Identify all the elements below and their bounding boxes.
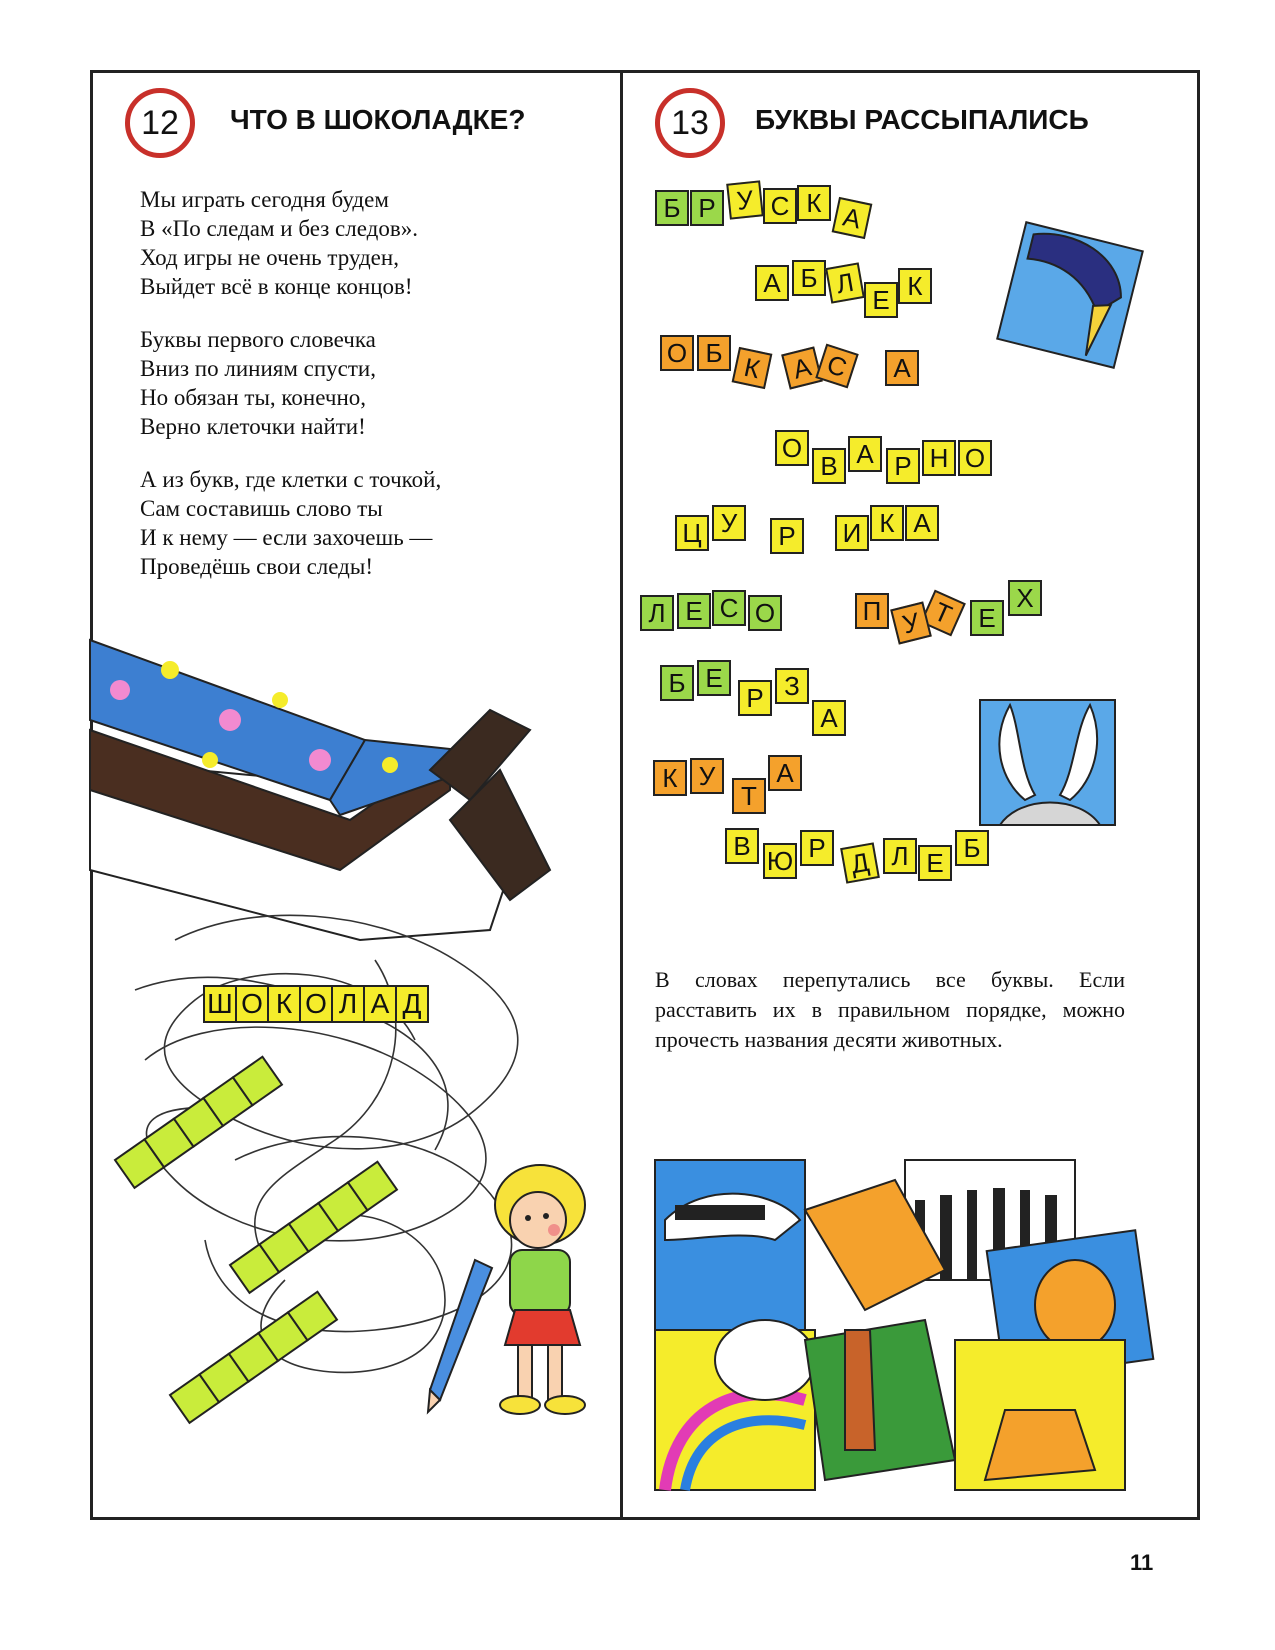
letter-tile: В <box>812 448 846 484</box>
poem-stanza-2 <box>140 325 580 441</box>
letter-tile: Л <box>883 838 917 874</box>
letter-tile: Ю <box>763 843 797 879</box>
page-number: 11 <box>1130 1550 1154 1575</box>
poem-line: Сам составишь слово ты <box>140 496 383 521</box>
letter-tile: Р <box>886 448 920 484</box>
poem-line: Проведёшь свои следы! <box>140 554 373 579</box>
poem-line: В «По следам и без следов». <box>140 216 418 241</box>
letter-tile: Л <box>825 262 865 303</box>
letter-tile: Н <box>922 440 956 476</box>
letter-tile: А <box>848 436 882 472</box>
letter-tile: Л <box>640 595 674 631</box>
letter-tile: У <box>712 505 746 541</box>
poem-line: Вниз по линиям спусти, <box>140 356 376 381</box>
letter-tile: У <box>890 601 932 644</box>
letter-tile: Р <box>800 830 834 866</box>
animal-picture-fragments-collage <box>655 1160 1165 1490</box>
letter-tile: А <box>812 700 846 736</box>
bird-picture-fragment <box>1000 225 1140 365</box>
letter-tile: С <box>815 344 858 389</box>
puzzle-number-badge-13: 13 <box>655 88 725 158</box>
letter-tile: К <box>797 185 831 221</box>
letter-tile: И <box>835 515 869 551</box>
letter-tile: К <box>732 347 773 389</box>
letter-tile: Б <box>697 335 731 371</box>
letter-tile: Е <box>970 600 1004 636</box>
letter-tile: В <box>725 828 759 864</box>
letter-tile: Р <box>738 680 772 716</box>
letter-tile: А <box>755 265 789 301</box>
letter-tile: Р <box>770 518 804 554</box>
poem-line: Мы играть сегодня будем <box>140 187 389 212</box>
child-with-pencil-illustration <box>430 1150 610 1440</box>
letter-tile: Б <box>660 665 694 701</box>
letter-tile: О <box>775 430 809 466</box>
poem-line: И к нему — если захочешь — <box>140 525 433 550</box>
letter-tile: А <box>832 197 873 239</box>
letter-tile: К <box>898 268 932 304</box>
poem-line: Верно клеточки найти! <box>140 414 366 439</box>
letter-tile: П <box>855 593 889 629</box>
letter-tile: Т <box>920 590 966 637</box>
puzzle-title-12: ЧТО В ШОКОЛАДКЕ? <box>230 104 526 135</box>
letter-tile: А <box>781 346 823 389</box>
letter-tile: Ц <box>675 515 709 551</box>
letter-tile: У <box>690 758 724 794</box>
word-letter-cell: Д <box>395 985 429 1023</box>
letter-tile: Р <box>690 190 724 226</box>
letter-tile: Е <box>697 660 731 696</box>
letter-tile: А <box>885 350 919 386</box>
letter-tile: Т <box>732 778 766 814</box>
letter-tile: К <box>653 760 687 796</box>
column-divider <box>620 70 623 1520</box>
word-letter-cell: Ш <box>203 985 237 1023</box>
letter-tile: Х <box>1008 580 1042 616</box>
poem <box>140 185 580 605</box>
poem-stanza-3 <box>140 465 580 581</box>
letter-tile: О <box>660 335 694 371</box>
word-letter-cell: О <box>299 985 333 1023</box>
poem-line: А из букв, где клетки с точкой, <box>140 467 442 492</box>
poem-line: Но обязан ты, конечно, <box>140 385 367 410</box>
word-shokolad <box>205 985 429 1023</box>
puzzle-title-13: БУКВЫ РАССЫПАЛИСЬ <box>755 104 1089 135</box>
hare-ears-picture-fragment <box>980 700 1120 830</box>
word-letter-cell: О <box>235 985 269 1023</box>
letter-tile: А <box>768 755 802 791</box>
letter-tile: З <box>775 668 809 704</box>
word-letter-cell: Л <box>331 985 365 1023</box>
letter-tile: Е <box>918 845 952 881</box>
puzzle-number-badge-12: 12 <box>125 88 195 158</box>
letter-tile: Б <box>792 260 826 296</box>
letter-tile: О <box>748 595 782 631</box>
poem-line: Выйдет всё в конце концов! <box>140 274 413 299</box>
answer-cell-strips <box>115 1070 375 1400</box>
letter-tile: Б <box>955 830 989 866</box>
letter-tile: Б <box>655 190 689 226</box>
letter-tile: Д <box>840 842 880 883</box>
poem-line: Ход игры не очень труден, <box>140 245 399 270</box>
poem-line: Буквы первого словечка <box>140 327 376 352</box>
letter-tile: Е <box>677 593 711 629</box>
letter-tile: У <box>726 180 764 219</box>
letter-tile: А <box>905 505 939 541</box>
poem-stanza-1 <box>140 185 580 301</box>
letter-tile: К <box>870 505 904 541</box>
letter-tile: С <box>712 590 746 626</box>
letter-tile: Е <box>864 282 898 318</box>
word-letter-cell: К <box>267 985 301 1023</box>
letter-tile: С <box>763 188 797 224</box>
word-letter-cell: А <box>363 985 397 1023</box>
instruction-text: В словах перепутались все буквы. Если расставить их в правильном порядке, можно прочесть названия десяти животных. <box>655 967 1125 1052</box>
letter-tile: О <box>958 440 992 476</box>
